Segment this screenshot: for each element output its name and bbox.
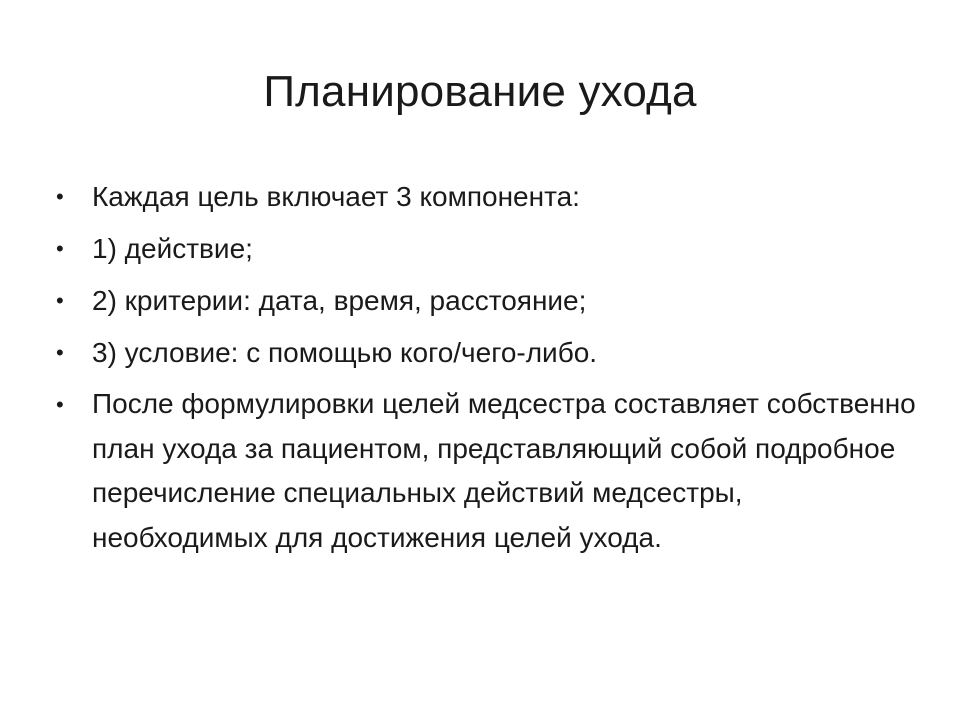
bullet-icon: •: [56, 392, 64, 417]
bullet-text: Каждая цель включает 3 компонента:: [92, 181, 580, 212]
bullet-text: После формулировки целей медсестра составляет собственно план ухода за пациентом, представляющий собой подробное перечисление специальных действий медсестры, необходимых для достижения целей ухода.: [92, 388, 916, 553]
bullet-icon: •: [56, 340, 64, 365]
slide-title: Планирование ухода: [263, 67, 697, 116]
bullet-item: [56, 330, 916, 375]
bullet-text: 2) критерии: дата, время, расстояние;: [92, 285, 587, 316]
bullet-item: [56, 226, 916, 271]
bullet-icon: •: [56, 236, 64, 261]
bullet-item: [56, 278, 916, 323]
bullet-item: [56, 174, 916, 219]
bullet-item: [56, 382, 916, 560]
bullet-icon: •: [56, 288, 64, 313]
bullet-text: 1) действие;: [92, 233, 253, 264]
bullet-list: [56, 174, 916, 567]
bullet-icon: •: [56, 184, 64, 209]
bullet-text: 3) условие: с помощью кого/чего-либо.: [92, 337, 598, 368]
